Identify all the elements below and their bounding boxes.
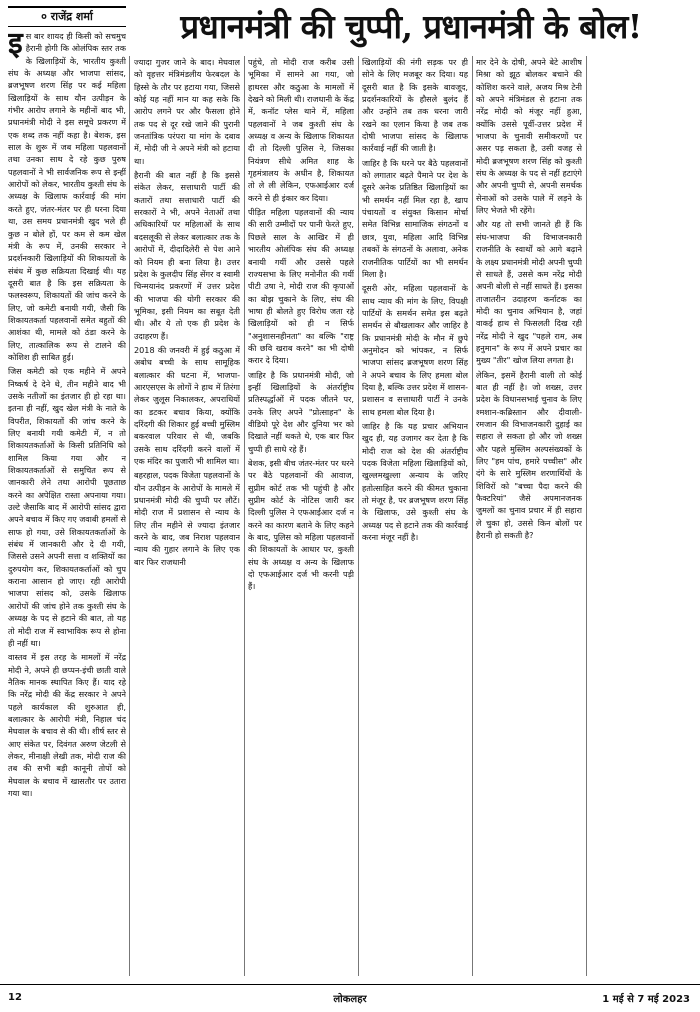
article-column-3 (248, 56, 354, 976)
article-paragraph: दूसरी ओर, महिला पहलवानों के साथ न्याय की मांग के लिए, विपक्षी पार्टियों के समर्थन समेत इस बढ़ते समर्थन से बौखलाकर और जाहिर है कि प्रधानमंत्री मोदी के मौन में छुपे अनुमोदन को भांपकर, न सिर्फ भाजपा सांसद ब्रजभूषण शरण सिंह ने अपने बचाव के लिए हमला बोल दिया है, बल्कि उत्तर प्रदेश में शासन-प्रशासन व सत्ताधारी पार्टी ने उनके साथ हमला बोल दिया है। (362, 283, 468, 417)
article-column-6 (590, 56, 694, 976)
article-paragraph: बेशक, इसी बीच जंतर-मंतर पर धरने पर बैठे पहलवानों की आवाज, सुप्रीम कोर्ट तक भी पहुंची है और सुप्रीम कोर्ट के नोटिस जारी कर दिल्ली पुलिस ने एफआईआर दर्ज न करने का कारण बताने के लिए कहने के बाद, पुलिस को महिला पहलवानों की शिकायतों के आधार पर, कुश्ती संघ के अध्यक्ष व अन्य के खिलाफ दो एफआईआर दर्ज भी करनी पड़ी हैं। (248, 458, 354, 592)
article-paragraph: खिलाड़ियों की नंगी सड़क पर ही सोने के लिए मजबूर कर दिया। यह दूसरी बात है कि इसके बावजूद, प्रदर्शनकारियों के हौसले बुलंद हैं और उन्होंने तब तक धरना जारी रखने का एलान किया है जब तक दोषी भाजपा सांसद के खिलाफ कार्रवाई नहीं की जाती है। (362, 57, 468, 154)
article-paragraph: इस बार शायद ही किसी को सचमुच हैरानी होगी कि ओलंपिक स्तर तक के खिलाड़ियों के, भारतीय कुश्ती संघ के अध्यक्ष और भाजपा सांसद, ब्रजभूषण शरण सिंह पर कई महिला खिलाड़ियों के साथ यौन उत्पीड़न के गंभीर आरोप लगाने के महीनों बाद भी, प्रधानमंत्री मोदी ने इस समूचे प्रकरण में एक शब्द तक नहीं कहा है। बेशक, इस साल के शुरू में जब महिला पहलवानों तथा उनका साथ दे रहे कुछ पुरुष पहलवानों ने भी सार्वजनिक रूप से इन्हीं आरोपों को लेकर, भारतीय कुश्ती संघ के अध्यक्ष के खिलाफ कार्रवाई की मांग करते हुए, जंतर-मंतर पर ही धरना दिया था, उस समय प्रधानमंत्री खुद भले ही कुछ न बोले हों, पर कम से कम खेल मंत्री के रूप में, उनकी सरकार ने प्रदर्शनकारी खिलाड़ियों की शिकायतों के संबंध में कुछ सक्रियता दिखाई थी। यह दूसरी बात है कि इस सक्रियता के फलस्वरूप, शिकायतों की जांच करने के लिए, जो कमेटी बनायी गयी, जैसी कि शिकायतकर्ता पहलवानों समेत बहुतों की आशंका थी, मामले को ठंडा करने के लिए, तात्कालिक रूप से टालने की कोशिश ही साबित हुई। (8, 30, 126, 362)
footer-rule (0, 984, 700, 985)
article-paragraph: और यह तो सभी जानते ही हैं कि संघ-भाजपा की विभाजनकारी राजनीति के स्वार्थों को आगे बढ़ाने के लक्ष्य प्रधानमंत्री मोदी अपनी चुप्पी से साधते हैं, उससे कम नरेंद्र मोदी अपनी बोली से नहीं साधते हैं। इसका ताजातरीन उदाहरण कर्नाटक का मोदी का चुनाव अभियान है, जहां वाकई हाथ से फिसलती दिख रही नरेंद्र मोदी ने खुद "पहले राम, अब हनुमान" के रूप में अपने प्रचार का मुख्य "तीर" खोज लिया लगता है। (476, 219, 582, 366)
issue-date: 1 मई से 7 मई 2023 (602, 994, 690, 1005)
article-paragraph: जाहिर है कि यह प्रचार अभियान खुद ही, यह उजागर कर देता है कि मोदी राज को देश की अंतर्राष्ट्रीय पदक विजेता महिला खिलाड़ियों को, खुल्लमखुल्ला अन्याय के जरिए हतोत्साहित करने की कीमत चुकाना तो मंजूर है, पर ब्रजभूषण शरण सिंह के खिलाफ, उसे कुश्ती संघ के अध्यक्ष पद से हटाने तक की कार्रवाई करना मंजूर नहीं है। (362, 420, 468, 543)
drop-cap: इ (8, 30, 23, 61)
article-paragraph: पीड़ित महिला पहलवानों की न्याय की सारी उम्मीदों पर पानी फेरते हुए, पिछले साल के आखिर में ही भारतीय ओलंपिक संघ की अध्यक्ष बनायी गयीं और उससे पहले राज्यसभा के लिए मनोनीत की गयीं पीटी उषा ने, मोदी राज की कृपाओं का बोझ चुकाने के लिए, संघ की भाषा ही बोलते हुए विरोध जता रहे खिलाड़ियों को ही न सिर्फ "अनुशासनहीनता" का बल्कि "राष्ट्र की छवि खराब करने" का भी दोषी करार दे दिया। (248, 207, 354, 366)
article-headline: प्रधानमंत्री की चुप्पी, प्रधानमंत्री के बोल! (180, 7, 642, 46)
author-byline: ० राजेंद्र शर्मा (8, 6, 126, 27)
article-column-2 (134, 56, 240, 976)
article-column-5 (476, 56, 582, 976)
column-divider (358, 56, 359, 976)
publication-name: लोकलहर (333, 994, 367, 1005)
article-column-4 (362, 56, 468, 976)
article-paragraph: लेकिन, इसमें हैरानी वाली तो कोई बात ही नहीं है। जो शख्स, उत्तर प्रदेश के विधानसभाई चुनाव के लिए श्मशान-कब्रिस्तान और दीवाली-रमजान की विभाजनकारी दुहाई का सहारा ले सकता हो और जो शख्स और पहले मुस्लिम अल्पसंख्यकों के लिए "हम पांच, हमारे पच्चीस" और दंगे के सारे मुस्लिम शरणार्थियों के शिविरों को "बच्चा पैदा करने की फैक्टरियां" जैसे अपमानजनक जुमलों का चुनाव प्रचार में ही सहारा ले चुका हो, उससे किन बोलों पर हैरानी हो सकती है? (476, 369, 582, 541)
column-divider (586, 56, 587, 976)
page-number: 12 (8, 992, 22, 1003)
article-paragraph: ज्यादा गुजर जाने के बाद। मेघवाल को वृहत्तर मंत्रिमंडलीय फेरबदल के हिस्से के तौर पर हटाया गया, जिससे कोई यह नहीं मान या कह सके कि आरोप लगने पर और फैसला होने तक पद से दूर रखे जाने की पुरानी जनतांत्रिक परंपरा या मांग के दबाव में, मोदी जी ने अपने मंत्री को हटाया था। (134, 57, 240, 166)
article-paragraph: जाहिर है कि धरने पर बैठे पहलवानों को लगातार बढ़ते पैमाने पर देश के दूसरे अनेक प्रतिष्ठित खिलाड़ियों का भी समर्थन नहीं मिल रहा है, खाप पंचायतों व संयुक्त किसान मोर्चा समेत विभिन्न सामाजिक संगठनों व छात्र, युवा, महिला आदि विभिन्न तबकों के संगठनों के अलावा, अनेक राजनीतिक पार्टियों का भी समर्थन मिला है। (362, 157, 468, 279)
article-paragraph: 2018 की जनवरी में हुई कठुआ में अबोध बच्ची के साथ सामूहिक बलात्कार की घटना में, भाजपा-आरएसएस के लोगों ने हाथ में तिरंगा लेकर जुलूस निकालकर, अपराधियों का डटकर बचाव किया, क्योंकि दरिंदगी की शिकार हुई बच्ची मुस्लिम बकरवाल परिवार से थी, जबकि उसके साथ दरिंदगी करने वालों में एक मंदिर का पुजारी भी शामिल था। (134, 344, 240, 466)
article-paragraph: बहरहाल, पदक विजेता पहलवानों के यौन उत्पीड़न के आरोपों के मामले में प्रधानमंत्री मोदी की चुप्पी पर लौटें। मोदी राज में प्रशासन से न्याय के लिए तीन महीने से ज्यादा इंतजार करने के बाद, जब निराश पहलवान न्याय की गुहार लगाने के लिए एक बार फिर राजधानी (134, 470, 240, 567)
column-divider (472, 56, 473, 976)
article-paragraph: मार देने के दोषी, अपने बेटे आशीष मिश्रा को झूठ बोलकर बचाने की कोशिश करने वाले, अजय मिश्र टेनी को अपने मंत्रिमंडल से हटाना तक नरेंद्र मोदी को मंजूर नहीं हुआ, क्योंकि उससे पूर्वी-उत्तर प्रदेश में भाजपा के चुनावी समीकरणों पर असर पड़ सकता है, उसी वजह से मोदी ब्रजभूषण शरण सिंह को कुश्ती संघ के अध्यक्ष के पद से नहीं हटाएंगे और अपनी चुप्पी से, अपनी समर्थक सेनाओं को उसके पाले में लड़ने के लिए भेजते भी रहेंगे। (476, 57, 582, 216)
column-divider (244, 56, 245, 976)
article-paragraph: हैरानी की बात नहीं है कि इससे संकेत लेकर, सत्ताधारी पार्टी की कतारों तथा सत्ताधारी पार्टी की सरकारों ने भी, अपने नेताओं तथा अधिकारियों पर महिलाओं के साथ बदसलूकी से लेकर बलात्कार तक के आरोपों में, दीदादिलेरी से पेश आने को नियम ही बना लिया है। उत्तर प्रदेश के कुलदीप सिंह सेंगर व स्वामी चिन्मयानंद प्रकरणों में उत्तर प्रदेश की भाजपा की योगी सरकार की भूमिका, इसी नियम का सबूत देती थी। और ये तो एक ही प्रदेश के उदाहरण हैं। (134, 170, 240, 341)
article-paragraph: जाहिर है कि प्रधानमंत्री मोदी, जो इन्हीं खिलाड़ियों के अंतर्राष्ट्रीय प्रतिस्पर्द्धाओं में पदक जीतने पर, उनके लिए अपने "प्रोत्साहन" के वीडियो पूरे देश और दुनिया भर को दिखाते नहीं थकते थे, एक बार फिर चुप्पी ही साधे रहे हैं। (248, 369, 354, 454)
article-paragraph: पहुंचे, तो मोदी राज करीब उसी भूमिका में सामने आ गया, जो हाथरस और कठुआ के मामलों में देखने को मिली थी। राजधानी के केंद्र में, कनॉट प्लेस थाने में, महिला पहलवानों ने जब कुश्ती संघ के अध्यक्ष व अन्य के खिलाफ शिकायत दी तो दिल्ली पुलिस ने, जिसका नियंत्रण सीधे अमित शाह के गृहमंत्रालय के अधीन है, शिकायत तो ले ली लेकिन, एफआईआर दर्ज करने से ही इंकार कर दिया। (248, 57, 354, 203)
article-paragraph: जिस कमेटी को एक महीने में अपने निष्कर्ष दे देने थे, तीन महीने बाद भी उसके नतीजों का इंतजार ही हो रहा था। इतना ही नहीं, खुद खेल मंत्री के नाते के विपरीत, शिकायतों की जांच करने के लिए बनायी गयी कमेटी में, न तो शिकायतकर्ताओं के किसी प्रतिनिधि को शामिल किया गया और न शिकायतकर्ताओं से समुचित रूप से जानकारी लेने तथा आरोपी पूछताछ करने का अपेक्षित रास्ता अपनाया गया। उल्टे जैसाकि बाद में आरोपी सांसद द्वारा अपने बचाव में किए गए जवाबी हमलों से साफ हो गया, उसे शिकायतकर्ताओं के संबंध में जानकारी और दे दी गयी, जिससे उसने अपनी सत्ता व शक्तियों का दुरुपयोग कर, शिकायतकर्ताओं को चुप कराना आसान हो जाए। रही आरोपी भाजपा सांसद को, उसके खिलाफ आरोपों की जांच होने तक कुश्ती संघ के अध्यक्ष के पद से हटाने की बात, तो यह तो मोदी राज में स्वाभाविक रूप से होना ही नहीं था। (8, 366, 126, 648)
column-divider (129, 56, 130, 976)
article-paragraph: वास्तव में इस तरह के मामलों में नरेंद्र मोदी ने, अपने ही छप्पन-इंची छाती वाले नैतिक मानक स्थापित किए हैं। याद रहे कि नरेंद्र मोदी की केंद्र सरकार ने अपने पहले कार्यकाल की शुरुआत ही, बलात्कार के आरोपी मंत्री, निहाल चंद मेघवाल के बचाव से की थी। शीर्ष स्तर से आए संकेत पर, दिवंगत अरुण जेटली से लेकर, मीनाक्षी लेखी तक, मोदी राज की तब की सभी बड़ी कानूनी तोपों को मेघवाल के बचाव में खासतौर पर उतारा गया था। (8, 652, 126, 798)
article-column-1 (8, 30, 126, 976)
